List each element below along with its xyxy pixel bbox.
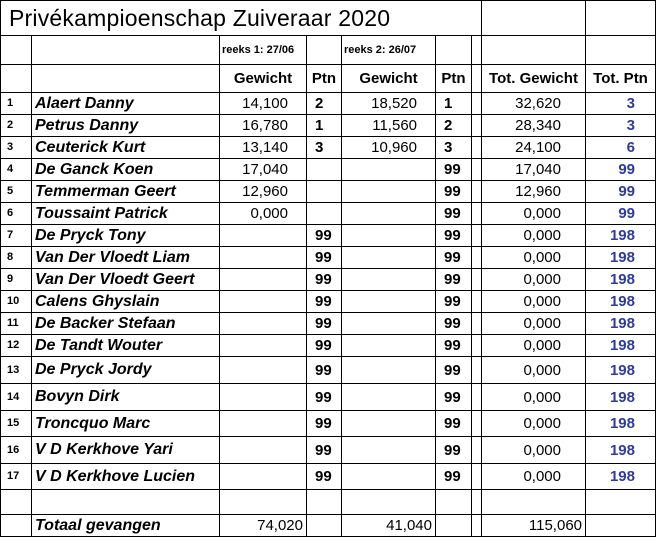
ptn-1-cell: 99 [307, 247, 342, 269]
name-cell: Temmerman Geert [32, 181, 220, 203]
name-cell: De Ganck Koen [32, 159, 220, 181]
col-ptn-2: Ptn [436, 65, 472, 93]
tot-gewicht-cell: 32,620 [482, 93, 586, 115]
gewicht-1-cell [220, 384, 307, 411]
ptn-1-cell: 99 [307, 464, 342, 490]
tot-gewicht-cell: 0,000 [482, 291, 586, 313]
rank-cell: 15 [1, 411, 32, 437]
table-row [1, 247, 656, 269]
rank-cell: 3 [1, 137, 32, 159]
name-cell: Toussaint Patrick [32, 203, 220, 225]
tot-gewicht-cell: 0,000 [482, 335, 586, 357]
rank-cell: 6 [1, 203, 32, 225]
ptn-2-cell: 99 [436, 291, 472, 313]
gewicht-1-cell: 14,100 [220, 93, 307, 115]
tot-ptn-cell: 6 [586, 137, 656, 159]
tot-gewicht-cell: 0,000 [482, 464, 586, 490]
gewicht-1-cell [220, 225, 307, 247]
table-row [1, 464, 656, 490]
tot-gewicht-cell: 0,000 [482, 313, 586, 335]
gewicht-2-cell [342, 335, 436, 357]
gewicht-2-cell [342, 247, 436, 269]
tot-gewicht-cell: 0,000 [482, 247, 586, 269]
tot-ptn-cell: 198 [586, 225, 656, 247]
ptn-1-cell: 99 [307, 411, 342, 437]
tot-gewicht-cell: 12,960 [482, 181, 586, 203]
table-row [1, 181, 656, 203]
tot-ptn-cell: 198 [586, 291, 656, 313]
table-row [1, 137, 656, 159]
ptn-1-cell: 1 [307, 115, 342, 137]
name-cell: Troncquo Marc [32, 411, 220, 437]
totals-g2-cell: 41,040 [342, 515, 436, 537]
table-row [1, 335, 656, 357]
ptn-2-cell: 99 [436, 247, 472, 269]
ptn-2-cell: 99 [436, 203, 472, 225]
rank-cell: 7 [1, 225, 32, 247]
gewicht-1-cell [220, 335, 307, 357]
tot-gewicht-cell: 0,000 [482, 225, 586, 247]
tot-gewicht-cell: 17,040 [482, 159, 586, 181]
ptn-2-cell: 99 [436, 384, 472, 411]
gewicht-1-cell: 16,780 [220, 115, 307, 137]
name-cell: Van Der Vloedt Geert [32, 269, 220, 291]
gewicht-1-cell [220, 291, 307, 313]
table-row [1, 159, 656, 181]
name-cell: Bovyn Dirk [32, 384, 220, 411]
tot-ptn-cell: 198 [586, 247, 656, 269]
series-2-header: reeks 2: 26/07 [342, 36, 436, 65]
series-header-row [1, 36, 656, 65]
ptn-1-cell: 2 [307, 93, 342, 115]
ptn-1-cell [307, 159, 342, 181]
gewicht-1-cell: 0,000 [220, 203, 307, 225]
rank-cell: 2 [1, 115, 32, 137]
name-cell: Van Der Vloedt Liam [32, 247, 220, 269]
gewicht-2-cell [342, 357, 436, 384]
gewicht-2-cell [342, 269, 436, 291]
table-row [1, 384, 656, 411]
ptn-2-cell: 99 [436, 357, 472, 384]
gewicht-1-cell [220, 357, 307, 384]
name-cell: Petrus Danny [32, 115, 220, 137]
tot-ptn-cell: 99 [586, 181, 656, 203]
gewicht-1-cell [220, 437, 307, 464]
ptn-1-cell [307, 203, 342, 225]
rank-cell: 4 [1, 159, 32, 181]
ptn-2-cell: 2 [436, 115, 472, 137]
name-cell: V D Kerkhove Yari [32, 437, 220, 464]
rank-cell: 12 [1, 335, 32, 357]
rank-cell: 14 [1, 384, 32, 411]
name-cell: V D Kerkhove Lucien [32, 464, 220, 490]
gewicht-1-cell [220, 464, 307, 490]
rank-cell: 8 [1, 247, 32, 269]
tot-ptn-cell: 198 [586, 384, 656, 411]
tot-gewicht-cell: 0,000 [482, 203, 586, 225]
ptn-2-cell: 99 [436, 313, 472, 335]
ptn-1-cell: 99 [307, 269, 342, 291]
gewicht-2-cell: 18,520 [342, 93, 436, 115]
tot-ptn-cell: 99 [586, 159, 656, 181]
title-row [1, 1, 656, 36]
ptn-1-cell: 99 [307, 384, 342, 411]
tot-ptn-cell: 3 [586, 93, 656, 115]
gewicht-1-cell: 12,960 [220, 181, 307, 203]
gewicht-1-cell: 17,040 [220, 159, 307, 181]
col-gewicht-1: Gewicht [220, 65, 307, 93]
table-row [1, 203, 656, 225]
name-cell: De Tandt Wouter [32, 335, 220, 357]
page-title: Privékampioenschap Zuiveraar 2020 [1, 1, 472, 36]
ptn-1-cell: 99 [307, 225, 342, 247]
totals-g1-cell: 74,020 [220, 515, 307, 537]
gewicht-2-cell [342, 181, 436, 203]
ptn-1-cell: 3 [307, 137, 342, 159]
tot-gewicht-cell: 0,000 [482, 269, 586, 291]
rank-cell: 16 [1, 437, 32, 464]
ptn-1-cell: 99 [307, 313, 342, 335]
table-row [1, 225, 656, 247]
tot-ptn-cell: 198 [586, 411, 656, 437]
gewicht-2-cell [342, 291, 436, 313]
rank-cell: 9 [1, 269, 32, 291]
ptn-1-cell: 99 [307, 335, 342, 357]
name-cell: Calens Ghyslain [32, 291, 220, 313]
name-cell: De Backer Stefaan [32, 313, 220, 335]
ptn-2-cell: 99 [436, 181, 472, 203]
table-row [1, 411, 656, 437]
gewicht-2-cell: 10,960 [342, 137, 436, 159]
tot-gewicht-cell: 28,340 [482, 115, 586, 137]
ptn-2-cell: 99 [436, 269, 472, 291]
ptn-2-cell: 99 [436, 411, 472, 437]
gewicht-1-cell [220, 269, 307, 291]
tot-ptn-cell: 198 [586, 464, 656, 490]
tot-ptn-cell: 198 [586, 313, 656, 335]
gewicht-1-cell: 13,140 [220, 137, 307, 159]
tot-ptn-cell: 198 [586, 437, 656, 464]
ptn-2-cell: 1 [436, 93, 472, 115]
ptn-1-cell: 99 [307, 291, 342, 313]
ptn-2-cell: 99 [436, 225, 472, 247]
tot-gewicht-cell: 24,100 [482, 137, 586, 159]
tot-gewicht-cell: 0,000 [482, 357, 586, 384]
table-row [1, 313, 656, 335]
gewicht-2-cell [342, 203, 436, 225]
name-cell: Ceuterick Kurt [32, 137, 220, 159]
rank-cell: 17 [1, 464, 32, 490]
tot-ptn-cell: 198 [586, 335, 656, 357]
col-tot-ptn: Tot. Ptn [586, 65, 656, 93]
table-row [1, 291, 656, 313]
totals-tg-cell: 115,060 [482, 515, 586, 537]
gewicht-2-cell [342, 225, 436, 247]
gewicht-2-cell [342, 313, 436, 335]
table-row [1, 269, 656, 291]
tot-gewicht-cell: 0,000 [482, 384, 586, 411]
col-tot-gewicht: Tot. Gewicht [482, 65, 586, 93]
col-gewicht-2: Gewicht [342, 65, 436, 93]
gewicht-2-cell: 11,560 [342, 115, 436, 137]
tot-ptn-cell: 99 [586, 203, 656, 225]
ptn-2-cell: 99 [436, 159, 472, 181]
table-row [1, 115, 656, 137]
rank-cell: 10 [1, 291, 32, 313]
series-1-header: reeks 1: 27/06 [220, 36, 307, 65]
rank-cell: 11 [1, 313, 32, 335]
ptn-1-cell [307, 181, 342, 203]
ptn-1-cell: 99 [307, 357, 342, 384]
table-row [1, 93, 656, 115]
gewicht-1-cell [220, 411, 307, 437]
name-cell: Alaert Danny [32, 93, 220, 115]
gewicht-1-cell [220, 313, 307, 335]
rank-cell: 5 [1, 181, 32, 203]
gewicht-2-cell [342, 464, 436, 490]
ptn-2-cell: 99 [436, 464, 472, 490]
table-row [1, 437, 656, 464]
rank-cell: 13 [1, 357, 32, 384]
ptn-1-cell: 99 [307, 437, 342, 464]
ptn-2-cell: 99 [436, 437, 472, 464]
spacer-row [1, 490, 656, 515]
name-cell: De Pryck Tony [32, 225, 220, 247]
name-cell: De Pryck Jordy [32, 357, 220, 384]
tot-ptn-cell: 3 [586, 115, 656, 137]
tot-gewicht-cell: 0,000 [482, 437, 586, 464]
tot-gewicht-cell: 0,000 [482, 411, 586, 437]
gewicht-2-cell [342, 159, 436, 181]
rank-cell: 1 [1, 93, 32, 115]
totals-label-cell: Totaal gevangen [32, 515, 220, 537]
tot-ptn-cell: 198 [586, 269, 656, 291]
gewicht-2-cell [342, 384, 436, 411]
ptn-2-cell: 3 [436, 137, 472, 159]
col-ptn-1: Ptn [307, 65, 342, 93]
gewicht-1-cell [220, 247, 307, 269]
gewicht-2-cell [342, 437, 436, 464]
table-row [1, 357, 656, 384]
tot-ptn-cell: 198 [586, 357, 656, 384]
totals-row [1, 515, 656, 537]
gewicht-2-cell [342, 411, 436, 437]
ptn-2-cell: 99 [436, 335, 472, 357]
column-header-row [1, 65, 656, 93]
